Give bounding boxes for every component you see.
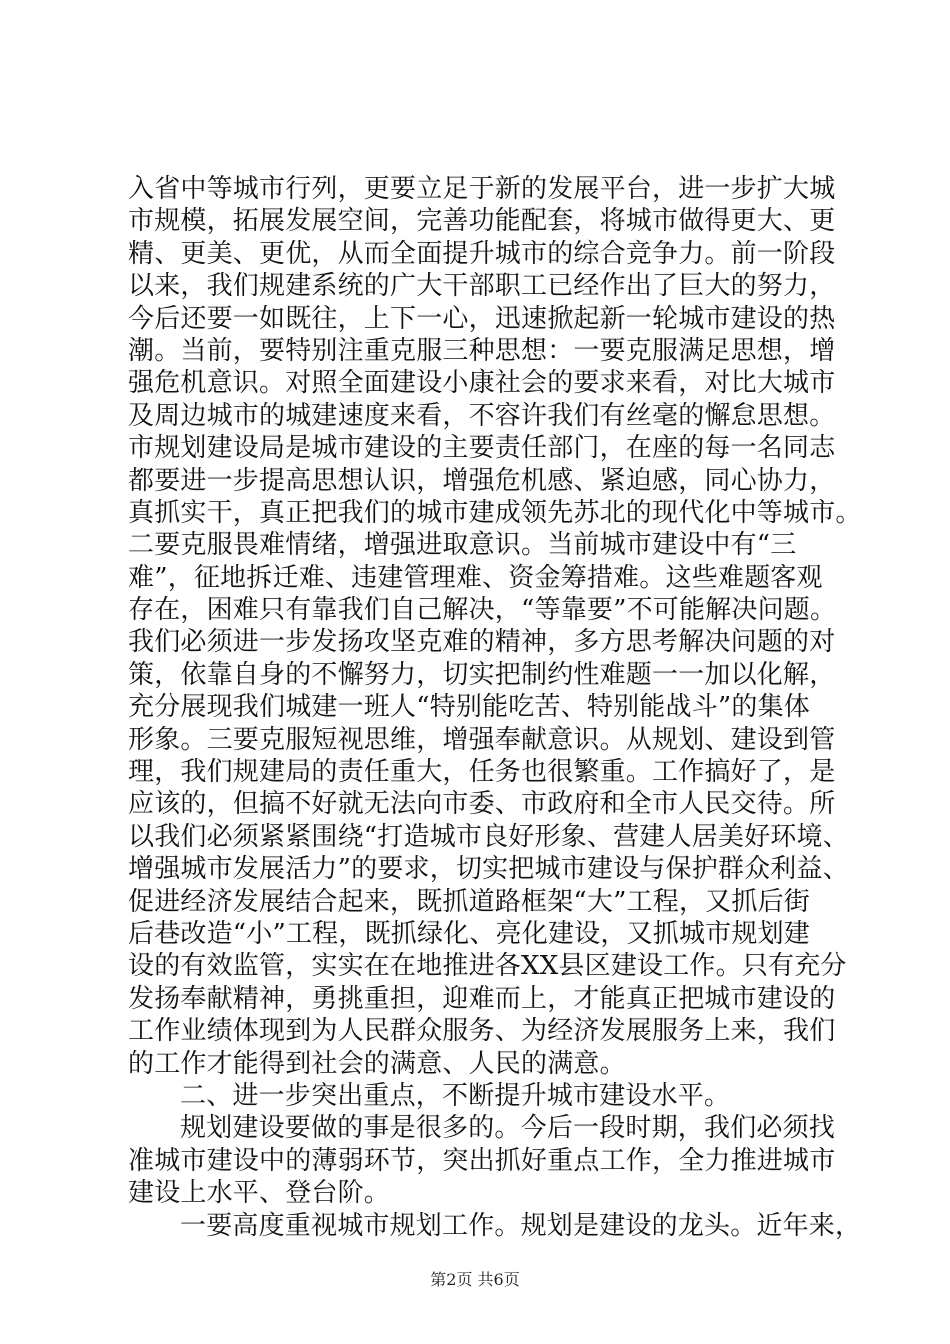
text-line: 后巷改造“小”工程，既抓绿化、亮化建设，又抓城市规划建	[128, 918, 810, 949]
text-line: 增强城市发展活力”的要求，切实把城市建设与保护群众利益、	[128, 854, 849, 885]
text-line: 都要进一步提高思想认识，增强危机感、紧迫感，同心协力，	[128, 465, 836, 496]
text-line: 以来，我们规建系统的广大干部职工已经作出了巨大的努力，	[128, 271, 836, 302]
text-line: 应该的，但搞不好就无法向市委、市政府和全市人民交待。所	[128, 789, 836, 820]
text-line: 设的有效监管，实实在在地推进各XX县区建设工作。只有充分	[128, 951, 847, 982]
text-line: 精、更美、更优，从而全面提升城市的综合竞争力。前一阶段	[128, 238, 836, 269]
text-line: 规划建设要做的事是很多的。今后一段时期，我们必须找	[180, 1113, 836, 1144]
text-line: 真抓实干，真正把我们的城市建成领先苏北的现代化中等城市。	[128, 497, 862, 528]
text-line: 策，依靠自身的不懈努力，切实把制约性难题一一加以化解，	[128, 659, 836, 690]
text-line: 促进经济发展结合起来，既抓道路框架“大”工程，又抓后街	[128, 886, 810, 917]
text-line: 一要高度重视城市规划工作。规划是建设的龙头。近年来，	[180, 1210, 862, 1241]
text-line: 发扬奉献精神，勇挑重担，迎难而上，才能真正把城市建设的	[128, 983, 836, 1014]
text-line: 难”，征地拆迁难、违建管理难、资金筹措难。这些难题客观	[128, 562, 823, 593]
text-line: 我们必须进一步发扬攻坚克难的精神，多方思考解决问题的对	[128, 627, 836, 658]
text-line: 二要克服畏难情绪，增强进取意识。当前城市建设中有“三	[128, 530, 797, 561]
text-line: 准城市建设中的薄弱环节，突出抓好重点工作，全力推进城市	[128, 1145, 836, 1176]
text-line: 建设上水平、登台阶。	[128, 1178, 391, 1209]
text-line: 今后还要一如既往，上下一心，迅速掀起新一轮城市建设的热	[128, 303, 836, 334]
text-line: 充分展现我们城建一班人“特别能吃苦、特别能战斗”的集体	[128, 692, 810, 723]
body-text	[128, 173, 862, 1242]
page-footer: 第2页 共6页	[430, 1270, 520, 1289]
text-line: 潮。当前，要特别注重克服三种思想：一要克服满足思想，增	[128, 335, 836, 366]
text-line: 的工作才能得到社会的满意、人民的满意。	[128, 1048, 626, 1079]
text-line: 形象。三要克服短视思维，增强奉献意识。从规划、建设到管	[128, 724, 836, 755]
text-line: 市规划建设局是城市建设的主要责任部门，在座的每一名同志	[128, 433, 836, 464]
text-line: 工作业绩体现到为人民群众服务、为经济发展服务上来，我们	[128, 1016, 836, 1047]
section-heading: 二、进一步突出重点，不断提升城市建设水平。	[180, 1080, 731, 1111]
text-line: 入省中等城市行列，更要立足于新的发展平台，进一步扩大城	[128, 174, 836, 204]
text-line: 理，我们规建局的责任重大，任务也很繁重。工作搞好了，是	[128, 757, 836, 788]
text-line: 存在，困难只有靠我们自己解决，“等靠要”不可能解决问题。	[128, 595, 837, 626]
text-line: 以我们必须紧紧围绕“打造城市良好形象、营建人居美好环境、	[128, 821, 849, 852]
text-line: 强危机意识。对照全面建设小康社会的要求来看，对比大城市	[128, 368, 836, 399]
text-line: 及周边城市的城建速度来看，不容许我们有丝毫的懈怠思想。	[128, 400, 836, 431]
text-line: 市规模，拓展发展空间，完善功能配套，将城市做得更大、更	[128, 206, 836, 237]
